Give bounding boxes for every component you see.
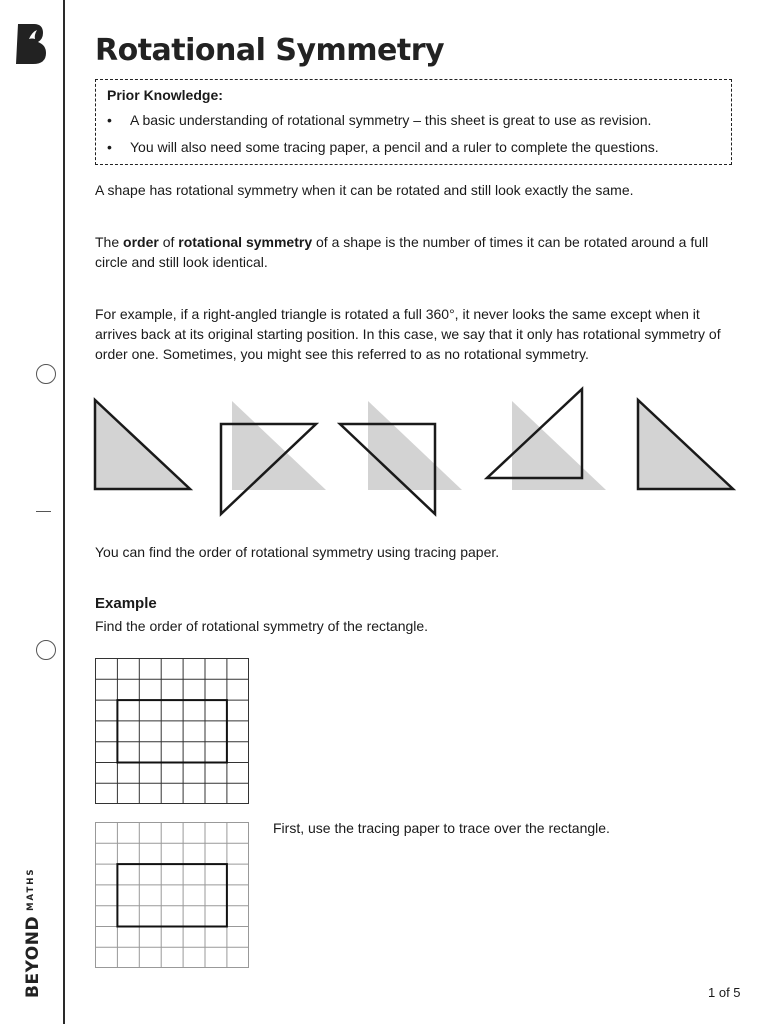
ghost-triangle bbox=[368, 401, 462, 490]
prior-knowledge-heading: Prior Knowledge: bbox=[107, 87, 223, 103]
fold-mark bbox=[36, 511, 51, 512]
example-explanation-paragraph: For example, if a right-angled triangle is rotated a full 360°, it never looks the same except when it arrives back at its original starting position. In this case, we say that it only has rotational symmetry of order one. Sometimes, you might see this referred to as no rotational symmetry. bbox=[95, 306, 721, 362]
ghost-triangle bbox=[512, 401, 606, 490]
order-text-mid: of bbox=[158, 234, 179, 250]
order-paragraph bbox=[95, 232, 735, 272]
example-heading: Example bbox=[95, 595, 157, 612]
traced-rectangle-shape bbox=[117, 864, 226, 926]
prior-knowledge-list bbox=[107, 111, 721, 156]
prior-knowledge-text: A basic understanding of rotational symmetry – this sheet is great to use as revision. bbox=[130, 112, 652, 128]
order-text-pre: The bbox=[95, 234, 124, 250]
order-text-post: of a shape is the number of times it can be rotated around a full circle and still look identical. bbox=[95, 234, 709, 270]
bullet-icon: • bbox=[107, 112, 112, 128]
rectangle-grid-original bbox=[95, 658, 251, 806]
triangle-0-degrees bbox=[95, 400, 190, 489]
tracing-paragraph: You can find the order of rotational symmetry using tracing paper. bbox=[95, 544, 500, 560]
beyond-logo-icon bbox=[16, 24, 50, 64]
rectangle-grid-traced bbox=[95, 822, 251, 970]
triangle-270-degrees bbox=[487, 389, 582, 478]
definition-paragraph: A shape has rotational symmetry when it can be rotated and still look exactly the same. bbox=[95, 182, 634, 198]
bullet-icon: • bbox=[107, 139, 112, 155]
order-term: order bbox=[123, 234, 159, 250]
page-number: 1 of 5 bbox=[708, 985, 741, 1000]
ghost-triangle bbox=[232, 401, 326, 490]
margin-line bbox=[63, 0, 65, 1024]
triangle-360-degrees bbox=[638, 400, 733, 489]
rotational-symmetry-term: rotational symmetry bbox=[178, 234, 313, 250]
brand-wordmark bbox=[23, 868, 43, 999]
prior-knowledge-item bbox=[107, 138, 721, 156]
brand-sub: MATHS bbox=[26, 867, 36, 911]
prior-knowledge-item bbox=[107, 111, 721, 129]
example-question: Find the order of rotational symmetry of the rectangle. bbox=[95, 618, 429, 634]
triangle-180-degrees bbox=[340, 424, 435, 514]
prior-knowledge-text: You will also need some tracing paper, a pencil and a ruler to complete the questions. bbox=[130, 139, 659, 155]
prior-knowledge-box bbox=[95, 79, 732, 165]
punch-hole-top bbox=[36, 364, 56, 384]
punch-hole-bottom bbox=[36, 640, 56, 660]
brand-word: BEYOND bbox=[23, 915, 43, 998]
rectangle-shape bbox=[117, 700, 226, 762]
page-title: Rotational Symmetry bbox=[95, 33, 445, 68]
triangle-90-degrees bbox=[221, 424, 316, 514]
tracing-step-text: First, use the tracing paper to trace over the rectangle. bbox=[273, 820, 610, 836]
